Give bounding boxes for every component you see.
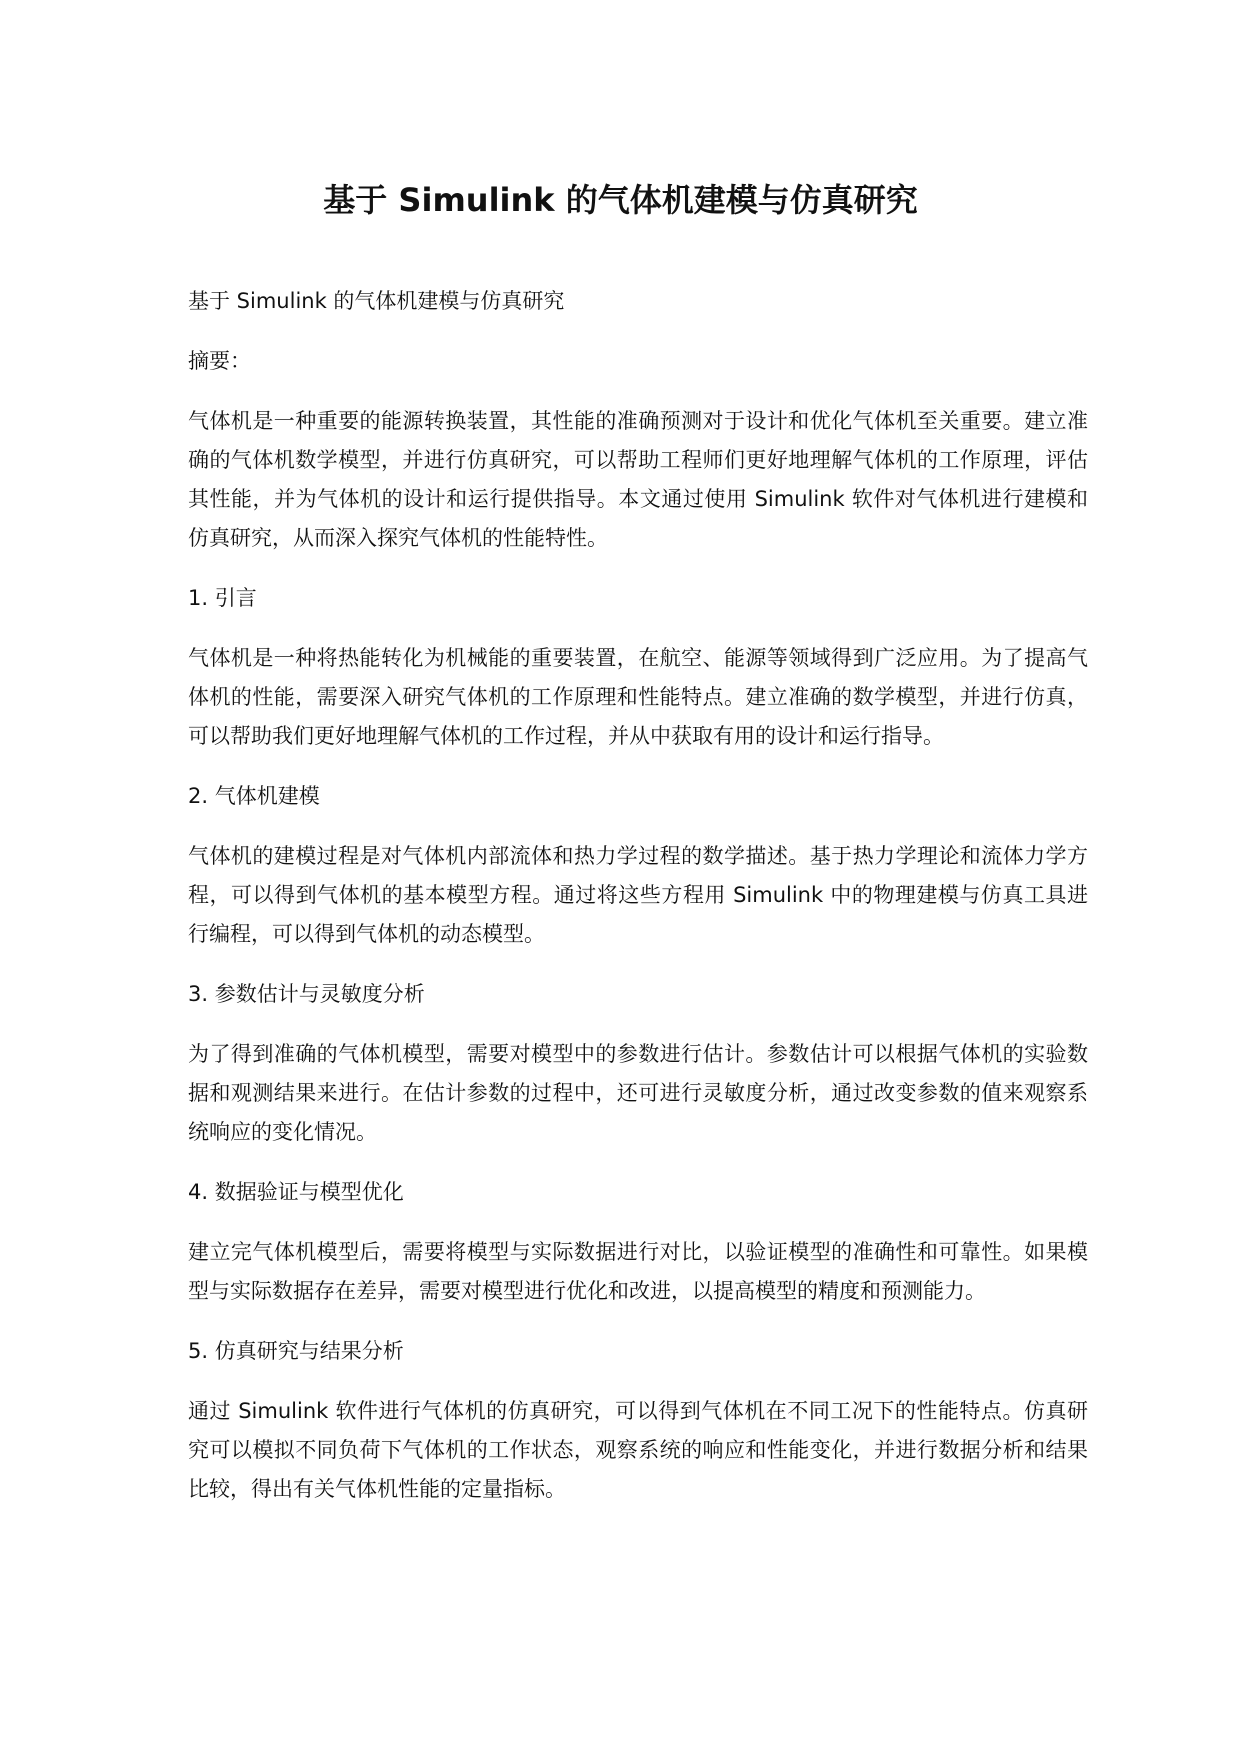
section-heading-simulation: 5. 仿真研究与结果分析 [188, 1339, 404, 1363]
section-paragraph-parameter-estimation: 为了得到准确的气体机模型，需要对模型中的参数进行估计。参数估计可以根据气体机的实验数据和观测结果来进行。在估计参数的过程中，还可进行灵敏度分析，通过改变参数的值来观察系统响应的变化情况。 [188, 1042, 1088, 1144]
section-paragraph-simulation: 通过 Simulink 软件进行气体机的仿真研究，可以得到气体机在不同工况下的性能特点。仿真研究可以模拟不同负荷下气体机的工作状态，观察系统的响应和性能变化，并进行数据分析和结果比较，得出有关气体机性能的定量指标。 [188, 1399, 1088, 1501]
section-paragraph-introduction: 气体机是一种将热能转化为机械能的重要装置，在航空、能源等领域得到广泛应用。为了提高气体机的性能，需要深入研究气体机的工作原理和性能特点。建立准确的数学模型，并进行仿真，可以帮助我们更好地理解气体机的工作过程，并从中获取有用的设计和运行指导。 [188, 646, 1088, 748]
section-heading-introduction: 1. 引言 [188, 586, 257, 610]
document-title: 基于 Simulink 的气体机建模与仿真研究 [323, 181, 918, 219]
section-heading-validation: 4. 数据验证与模型优化 [188, 1180, 404, 1204]
abstract-paragraph: 气体机是一种重要的能源转换装置，其性能的准确预测对于设计和优化气体机至关重要。建立准确的气体机数学模型，并进行仿真研究，可以帮助工程师们更好地理解气体机的工作原理，评估其性能，并为气体机的设计和运行提供指导。本文通过使用 Simulink 软件对气体机进行建模和仿真研究，从而深入探究气体机的性能特性。 [188, 409, 1088, 550]
section-heading-parameter-estimation: 3. 参数估计与灵敏度分析 [188, 982, 425, 1006]
document-body [188, 282, 1088, 1530]
section-heading-modeling: 2. 气体机建模 [188, 784, 320, 808]
abstract-label: 摘要： [188, 349, 251, 373]
section-paragraph-modeling: 气体机的建模过程是对气体机内部流体和热力学过程的数学描述。基于热力学理论和流体力学方程，可以得到气体机的基本模型方程。通过将这些方程用 Simulink 中的物理建模与仿真工具进行编程，可以得到气体机的动态模型。 [188, 844, 1088, 946]
subtitle-line: 基于 Simulink 的气体机建模与仿真研究 [188, 289, 565, 313]
section-paragraph-validation: 建立完气体机模型后，需要将模型与实际数据进行对比，以验证模型的准确性和可靠性。如果模型与实际数据存在差异，需要对模型进行优化和改进，以提高模型的精度和预测能力。 [188, 1240, 1088, 1303]
